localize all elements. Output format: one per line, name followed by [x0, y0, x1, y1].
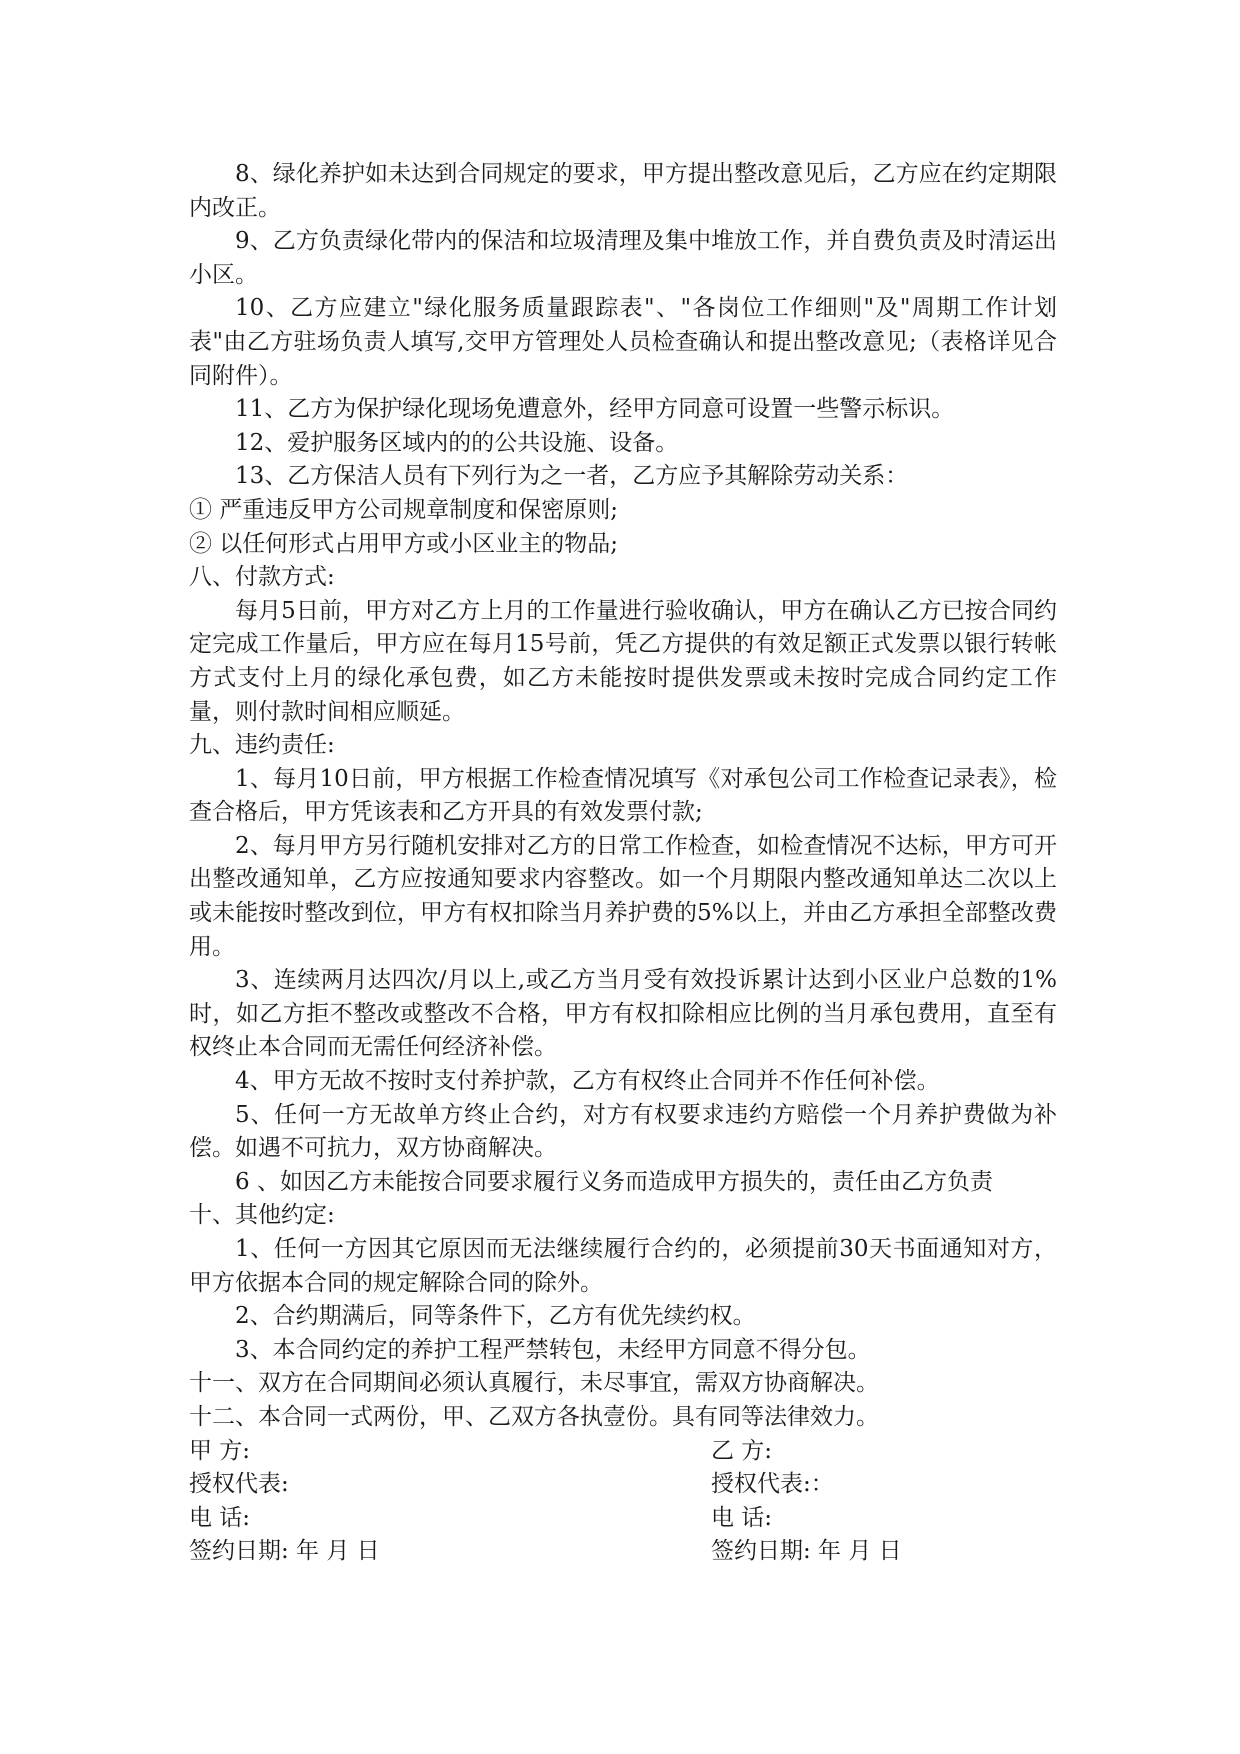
contract-paragraph: 十一、双方在合同期间必须认真履行，未尽事宜，需双方协商解决。 — [189, 1370, 879, 1397]
contract-paragraph: 八、付款方式: — [189, 564, 335, 591]
contract-paragraph: 每月5日前，甲方对乙方上月的工作量进行验收确认，甲方在确认乙方已按合同约定完成工作量后，甲方应在每月15号前，凭乙方提供的有效足额正式发票以银行转帐方式支付上月的绿化承包费，如乙方未能按时提供发票或未按时完成合同约定工作量，则付款时间相应顺延。 — [189, 597, 1057, 725]
contract-paragraph: ② 以任何形式占用甲方或小区业主的物品; — [189, 530, 619, 557]
signature-row — [189, 1468, 1057, 1502]
contract-paragraph: 2、每月甲方另行随机安排对乙方的日常工作检查，如检查情况不达标，甲方可开出整改通知单，乙方应按通知要求内容整改。如一个月期限内整改通知单达二次以上或未能按时整改到位，甲方有权扣除当月养护费的5%以上，并由乙方承担全部整改费用。 — [189, 832, 1057, 960]
contract-paragraph: 6 、如因乙方未能按合同要求履行义务而造成甲方损失的，责任由乙方负责 — [235, 1168, 993, 1195]
contract-paragraph: 3、本合同约定的养护工程严禁转包，未经甲方同意不得分包。 — [235, 1336, 871, 1363]
party-b-field: 签约日期: 年 月 日 — [711, 1538, 902, 1565]
party-a-field: 甲 方: — [189, 1437, 251, 1464]
contract-paragraph: 11、乙方为保护绿化现场免遭意外，经甲方同意可设置一些警示标识。 — [235, 396, 955, 423]
contract-paragraph: 3、连续两月达四次/月以上,或乙方当月受有效投诉累计达到小区业户总数的1%时，如乙方拒不整改或整改不合格，甲方有权扣除相应比例的当月承包费用，直至有权终止本合同而无需任何经济补偿。 — [189, 967, 1057, 1061]
party-b-field: 乙 方: — [711, 1437, 773, 1464]
signature-row — [189, 1535, 1057, 1569]
contract-paragraph: 4、甲方无故不按时支付养护款，乙方有权终止合同并不作任何补偿。 — [235, 1068, 940, 1095]
signature-row — [189, 1435, 1057, 1469]
contract-paragraph: 5、任何一方无故单方终止合约，对方有权要求违约方赔偿一个月养护费做为补偿。如遇不可抗力，双方协商解决。 — [189, 1101, 1057, 1162]
party-b-field: 电 话: — [711, 1504, 773, 1531]
party-b-field: 授权代表:： — [711, 1471, 834, 1498]
contract-paragraph: ① 严重违反甲方公司规章制度和保密原则; — [189, 496, 619, 523]
party-a-field: 签约日期: 年 月 日 — [189, 1538, 380, 1565]
contract-paragraph: 13、乙方保洁人员有下列行为之一者，乙方应予其解除劳动关系： — [235, 463, 909, 490]
contract-paragraph: 12、爱护服务区域内的的公共设施、设备。 — [235, 429, 679, 456]
party-a-field: 电 话: — [189, 1504, 251, 1531]
signature-row — [189, 1502, 1057, 1536]
contract-paragraph: 9、乙方负责绿化带内的保洁和垃圾清理及集中堆放工作，并自费负责及时清运出小区。 — [189, 228, 1057, 288]
contract-paragraph: 1、任何一方因其它原因而无法继续履行合约的，必须提前30天书面通知对方，甲方依据本合同的规定解除合同的除外。 — [189, 1236, 1057, 1296]
contract-paragraph: 2、合约期满后，同等条件下，乙方有优先续约权。 — [235, 1303, 756, 1330]
signature-block — [189, 1435, 1057, 1569]
contract-paragraph: 1、每月10日前，甲方根据工作检查情况填写《对承包公司工作检查记录表》，检查合格后，甲方凭该表和乙方开具的有效发票付款; — [189, 765, 1057, 826]
contract-page — [189, 158, 1057, 1569]
contract-paragraph: 8、绿化养护如未达到合同规定的要求，甲方提出整改意见后，乙方应在约定期限内改正。 — [189, 161, 1057, 221]
contract-paragraph: 10、乙方应建立"绿化服务质量跟踪表"、"各岗位工作细则"及"周期工作计划表"由乙方驻场负责人填写,交甲方管理处人员检查确认和提出整改意见;（表格详见合同附件）。 — [189, 295, 1057, 389]
contract-paragraph: 十、其他约定: — [189, 1202, 335, 1229]
contract-paragraph: 十二、本合同一式两份，甲、乙双方各执壹份。具有同等法律效力。 — [189, 1403, 879, 1430]
contract-paragraph: 九、违约责任: — [189, 732, 335, 759]
party-a-field: 授权代表: — [189, 1471, 289, 1498]
contract-body — [189, 158, 1057, 1435]
